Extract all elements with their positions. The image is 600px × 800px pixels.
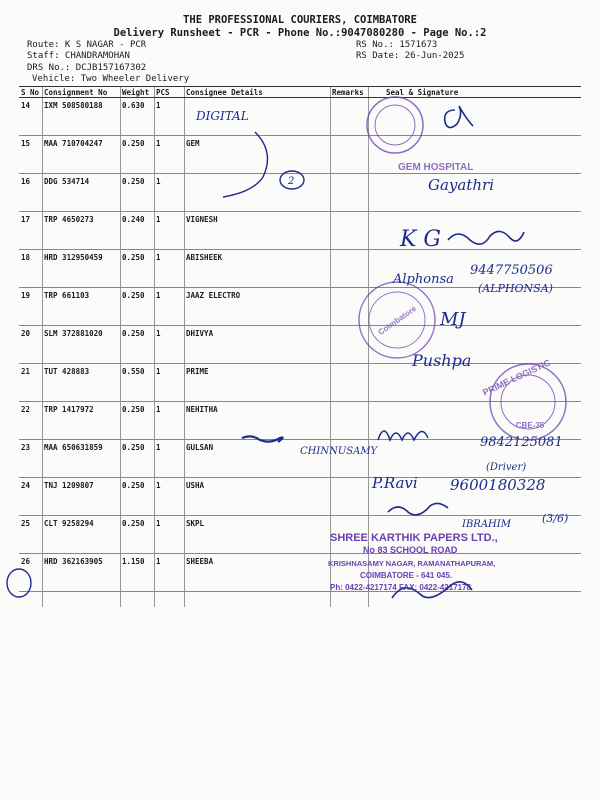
- column-header: S No: [19, 87, 42, 98]
- cell-consignment: IXM 508580188: [42, 98, 120, 136]
- cell-consignee: PRIME: [184, 364, 330, 402]
- cell-consignee: VIGNESH: [184, 212, 330, 250]
- route: Route: K S NAGAR - PCR: [27, 40, 147, 50]
- handwritten-chinnusamy: CHINNUSAMY: [300, 446, 378, 457]
- circled-row-number: [7, 569, 31, 597]
- cell-pcs: 1: [154, 478, 184, 516]
- scribble-mark: [242, 436, 283, 442]
- cell-consignment: MAA 650631859: [42, 440, 120, 478]
- cell-weight: 0.550: [120, 364, 154, 402]
- cell-weight: 0.630: [120, 98, 154, 136]
- cell-pcs: 1: [154, 326, 184, 364]
- cell-sno: 17: [19, 212, 42, 250]
- cell-consignment: TRP 4650273: [42, 212, 120, 250]
- cell-consignee: SKPL: [184, 516, 330, 554]
- cell-consignment: MAA 710704247: [42, 136, 120, 174]
- cell-pcs: 1: [154, 136, 184, 174]
- company-stamp-line: COIMBATORE - 641 045.: [360, 571, 453, 580]
- signature-mark: [448, 231, 524, 244]
- cell-weight: 0.250: [120, 250, 154, 288]
- document-title: THE PROFESSIONAL COURIERS, COIMBATORE: [183, 14, 417, 26]
- drs-number: DRS No.: DCJB157167302: [27, 63, 147, 73]
- handwritten-digital: DIGITAL: [196, 109, 249, 123]
- cell-sno: 23: [19, 440, 42, 478]
- handwritten-alphonsa: Alphonsa: [393, 272, 454, 287]
- handwritten-pushpa: Pushpa: [412, 351, 472, 370]
- cell-consignee: ABISHEEK: [184, 250, 330, 288]
- handwritten-2: 2: [288, 176, 295, 187]
- cell-sno: 15: [19, 136, 42, 174]
- document-subtitle: Delivery Runsheet - PCR - Phone No.:9047080280 - Page No.:2: [113, 27, 487, 39]
- cell-pcs: 1: [154, 440, 184, 478]
- cell-consignment: TUT 428883: [42, 364, 120, 402]
- cell-consignment: CLT 9258294: [42, 516, 120, 554]
- column-header: Consignee Details: [184, 87, 330, 98]
- column-header: Seal & Signature: [368, 87, 581, 98]
- cell-weight: 0.250: [120, 516, 154, 554]
- cell-weight: 0.250: [120, 440, 154, 478]
- handwritten-phone: 9600180328: [450, 476, 546, 494]
- cell-consignee: GEM: [184, 136, 330, 174]
- company-stamp: [328, 532, 498, 592]
- cell-consignment: TRP 1417972: [42, 402, 120, 440]
- cell-sno: 21: [19, 364, 42, 402]
- cell-pcs: 1: [154, 174, 184, 212]
- bracket-line: [223, 132, 268, 197]
- hospital-stamp: [367, 97, 473, 173]
- company-stamp-line: No 83 SCHOOL ROAD: [363, 545, 458, 555]
- prime-stamp-city: CBE-35: [515, 421, 545, 430]
- column-header: Remarks: [330, 87, 368, 98]
- column-header: Weight: [120, 87, 154, 98]
- jaaz-stamp-text: Coimbatore: [376, 303, 419, 337]
- column-header: PCS: [154, 87, 184, 98]
- cell-pcs: 1: [154, 364, 184, 402]
- rs-number: RS No.: 1571673: [356, 40, 438, 50]
- handwritten-driver: (Driver): [486, 462, 527, 473]
- cell-consignee: DHIVYA: [184, 326, 330, 364]
- cell-consignment: HRD 312950459: [42, 250, 120, 288]
- cell-weight: 0.250: [120, 326, 154, 364]
- cell-consignment: TNJ 1209807: [42, 478, 120, 516]
- handwritten-pravi: P.Ravi: [372, 474, 418, 492]
- company-stamp-line: Ph: 0422-4217174 FAX: 0422-4217178: [330, 583, 471, 592]
- jaaz-stamp: [359, 282, 435, 358]
- cell-pcs: 1: [154, 98, 184, 136]
- cell-weight: 0.250: [120, 478, 154, 516]
- handwritten-alphonsa-caps: (ALPHONSA): [478, 282, 553, 295]
- cell-sno: 20: [19, 326, 42, 364]
- cell-sno: 22: [19, 402, 42, 440]
- cell-pcs: 1: [154, 402, 184, 440]
- cell-consignment: DDG 534714: [42, 174, 120, 212]
- cell-sno: 18: [19, 250, 42, 288]
- cell-weight: 1.150: [120, 554, 154, 592]
- handwritten-kg: K G: [400, 227, 442, 252]
- handwritten-phone: 9447750506: [470, 263, 553, 278]
- handwritten-phone: 9842125081: [480, 435, 563, 450]
- prime-logistic-stamp: [481, 357, 566, 440]
- cell-weight: 0.250: [120, 288, 154, 326]
- rs-date: RS Date: 26-Jun-2025: [356, 51, 465, 61]
- cell-sno: 24: [19, 478, 42, 516]
- cell-weight: 0.240: [120, 212, 154, 250]
- column-header: Consignment No: [42, 87, 120, 98]
- prime-stamp-text: PRIME LOGISTIC: [481, 357, 553, 398]
- cell-consignee: NEHITHA: [184, 402, 330, 440]
- cell-consignee: JAAZ ELECTRO: [184, 288, 330, 326]
- cell-consignment: SLM 372881020: [42, 326, 120, 364]
- cell-pcs: 1: [154, 554, 184, 592]
- cell-sno: 26: [19, 554, 42, 592]
- cell-weight: 0.250: [120, 136, 154, 174]
- handwritten-ibrahim: IBRAHIM: [462, 519, 511, 530]
- cell-consignee: GULSAN: [184, 440, 330, 478]
- cell-consignee: USHA: [184, 478, 330, 516]
- cell-pcs: 1: [154, 250, 184, 288]
- cell-sno: 16: [19, 174, 42, 212]
- cell-sno: 14: [19, 98, 42, 136]
- cell-pcs: 1: [154, 212, 184, 250]
- cell-consignment: TRP 661103: [42, 288, 120, 326]
- cell-sno: 19: [19, 288, 42, 326]
- cell-consignee: SHEEBA: [184, 554, 330, 592]
- handwritten-gayathri: Gayathri: [428, 176, 494, 194]
- cell-pcs: 1: [154, 288, 184, 326]
- staff: Staff: CHANDRAMOHAN: [27, 51, 130, 61]
- hospital-stamp-text: GEM HOSPITAL: [398, 162, 474, 173]
- handwritten-mj: MJ: [440, 309, 466, 330]
- company-stamp-line: KRISHNASAMY NAGAR, RAMANATHAPURAM,: [328, 559, 496, 568]
- cell-pcs: 1: [154, 516, 184, 554]
- cell-consignment: HRD 362163905: [42, 554, 120, 592]
- signature-mark: [388, 503, 448, 514]
- company-stamp-line: SHREE KARTHIK PAPERS LTD.,: [330, 532, 498, 544]
- cell-weight: 0.250: [120, 402, 154, 440]
- vehicle: Vehicle: Two Wheeler Delivery: [32, 74, 190, 84]
- handwritten-date: (3/6): [542, 512, 569, 525]
- cell-weight: 0.250: [120, 174, 154, 212]
- cell-sno: 25: [19, 516, 42, 554]
- signature-mark: [445, 106, 473, 128]
- signature-mark: [378, 431, 428, 440]
